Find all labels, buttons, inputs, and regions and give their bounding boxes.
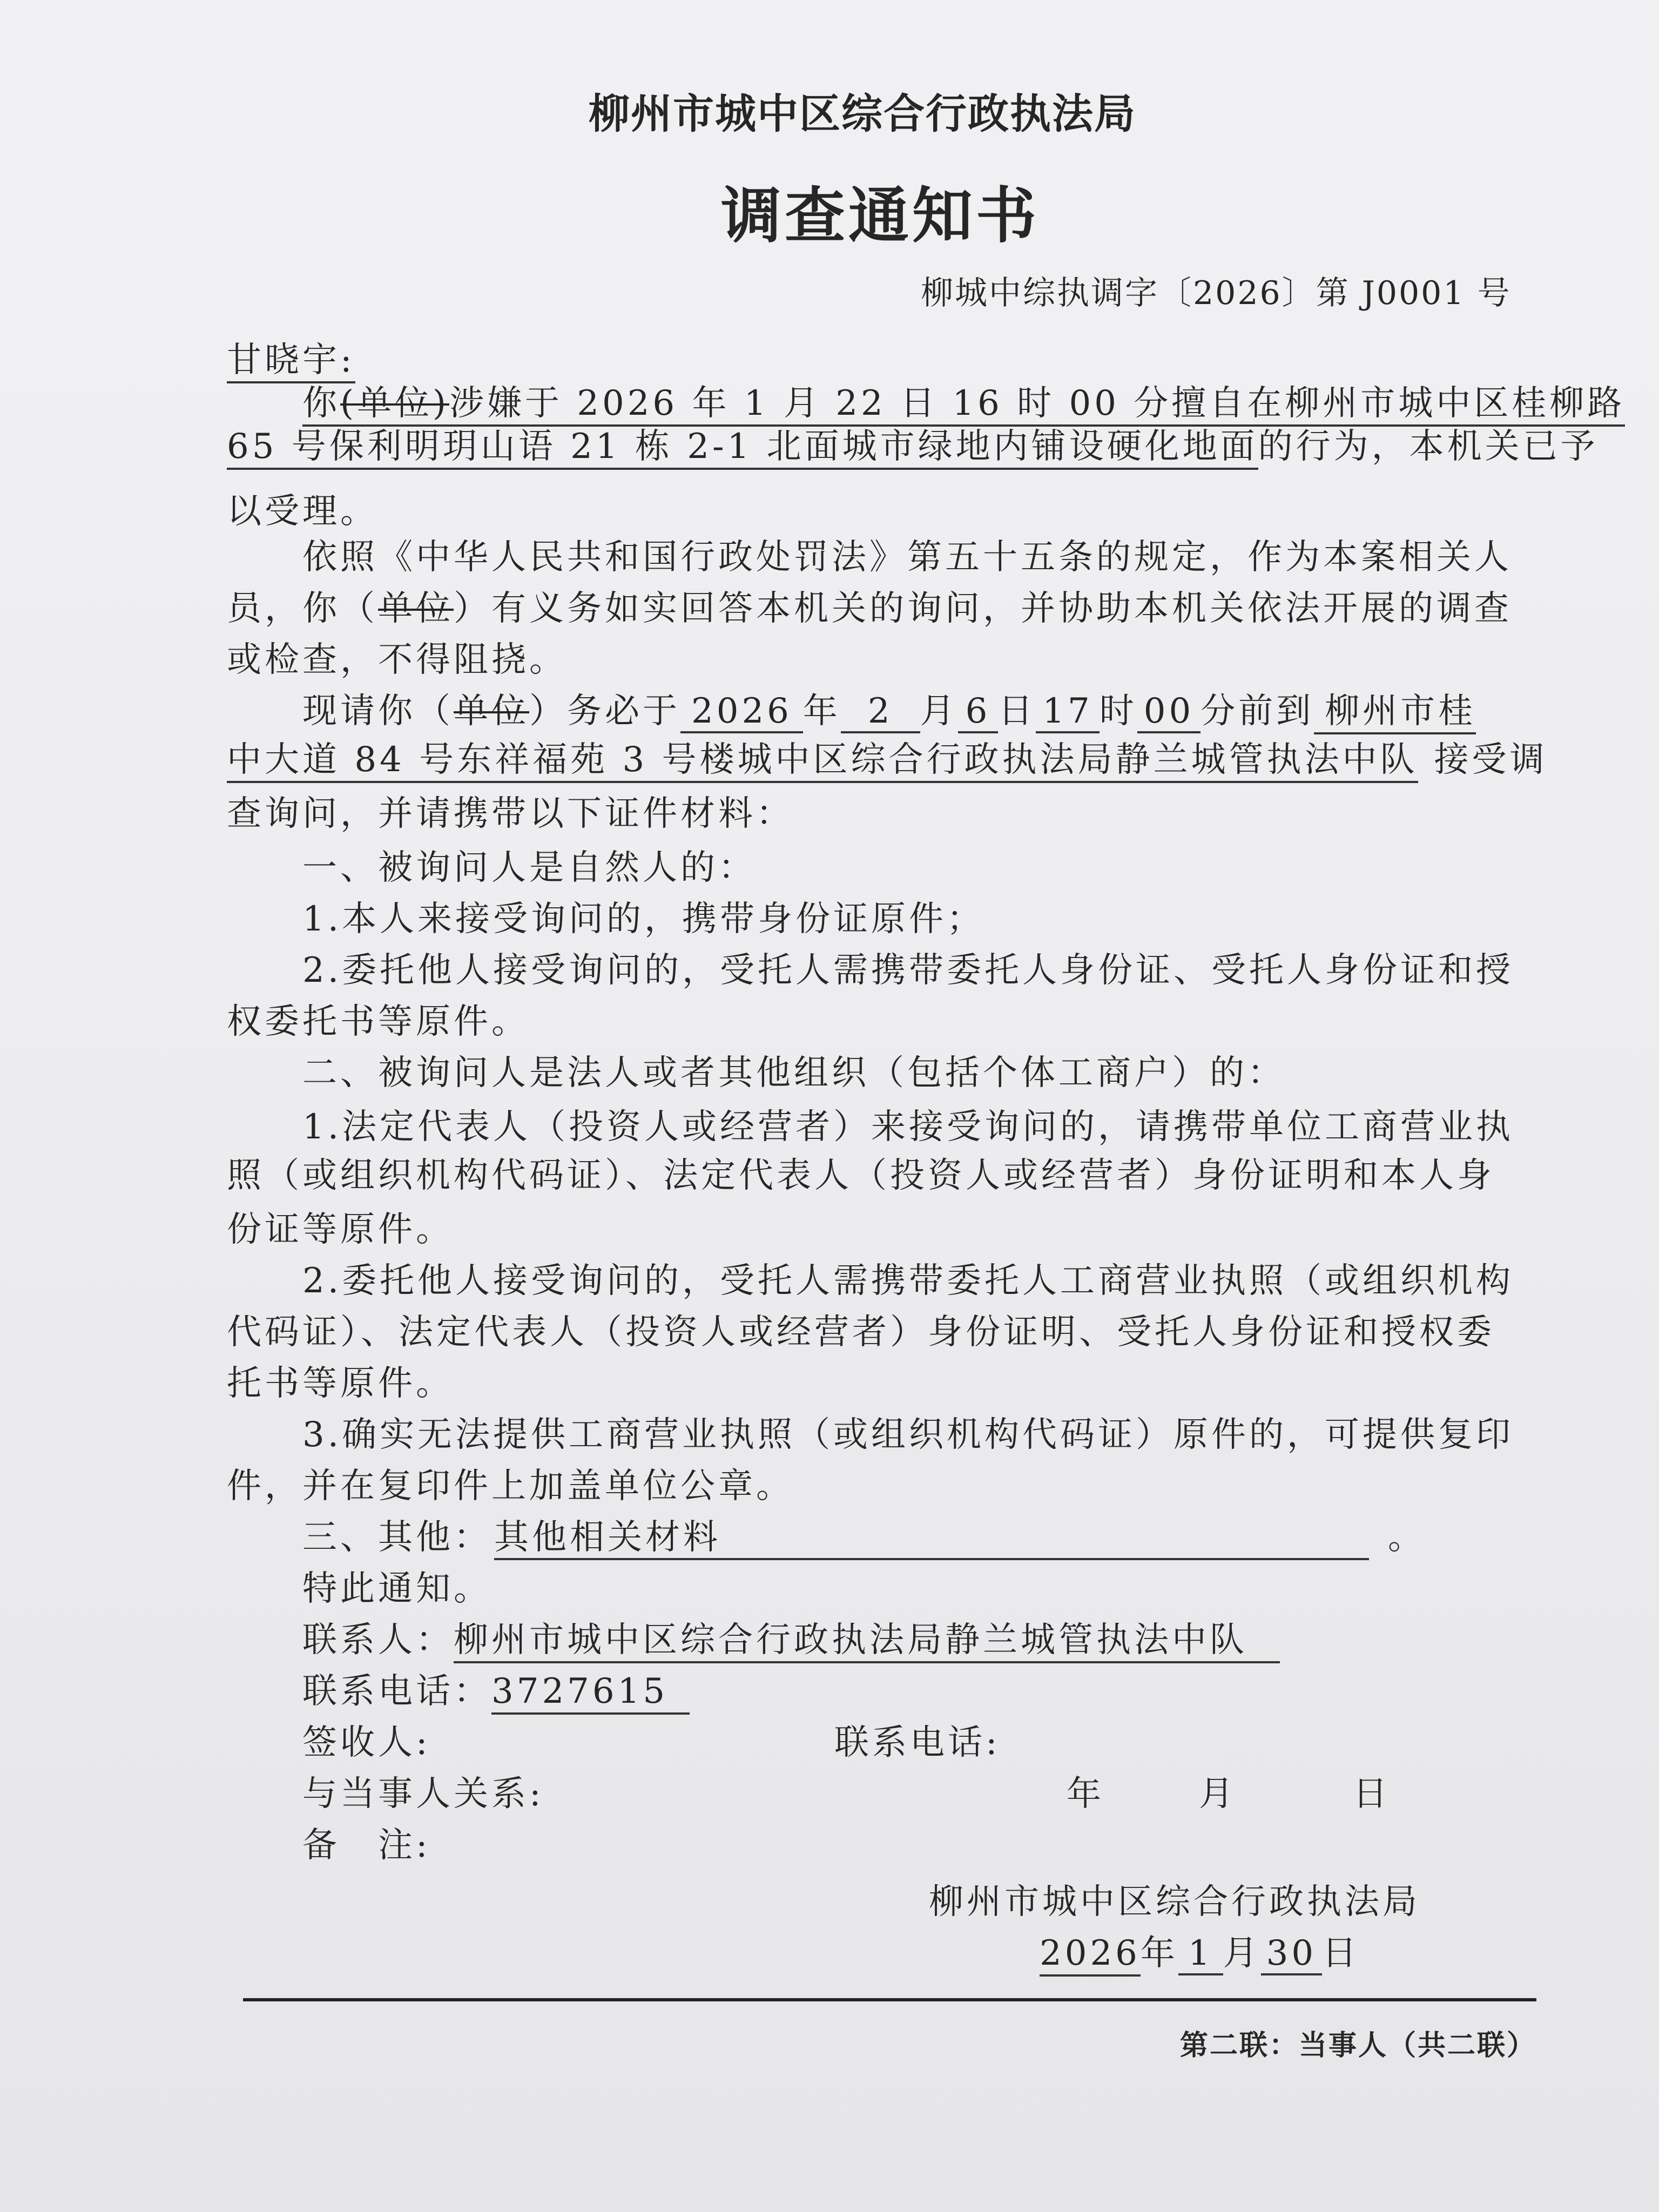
section2-item3-line1: 3.确实无法提供工商营业执照（或组织机构代码证）原件的，可提供复印 (302, 1415, 1514, 1455)
contact-phone (302, 1671, 690, 1711)
para1-you: 你 (302, 383, 340, 427)
signature-month: 1 (1178, 1933, 1223, 1975)
appointment-year: 2026 (680, 691, 803, 733)
section2-item1-line1: 1.法定代表人（投资人或经营者）来接受询问的，请携带单位工商营业执 (302, 1107, 1514, 1147)
para2-line2 (227, 589, 1512, 629)
section2-heading: 二、被询问人是法人或者其他组织（包括个体工商户）的： (302, 1053, 1285, 1093)
signature-org: 柳州市城中区综合行政执法局 (929, 1882, 1420, 1922)
signature-day-unit: 日 (1322, 1933, 1360, 1973)
contact-phone-value: 3727615 (491, 1671, 690, 1715)
addressee-name: 甘晓宇: (227, 340, 355, 383)
para2-unit-struck: 单位 (378, 589, 454, 629)
appointment-month-unit: 月 (920, 691, 958, 731)
para1-line1-text: 涉嫌于 2026 年 1 月 22 日 16 时 00 分擅自在柳州市城中区桂柳路 (449, 383, 1625, 427)
signer-label: 签收人: (302, 1723, 431, 1763)
para1-unit-struck: (单位) (340, 383, 449, 427)
para2-line2-a: 员，你（ (227, 589, 378, 629)
section1-item2-line1: 2.委托他人接受询问的，受托人需携带委托人身份证、受托人身份证和授 (302, 950, 1514, 990)
section3-heading: 三、其他： (302, 1518, 491, 1557)
para1-line3: 以受理。 (227, 491, 378, 531)
signature-day: 30 (1261, 1933, 1322, 1975)
issuing-agency: 柳州市城中区综合行政执法局 (589, 90, 1136, 138)
receipt-month-label: 月 (1199, 1774, 1237, 1814)
appointment-year-unit: 年 (802, 691, 841, 731)
footer-rule (243, 1998, 1536, 2001)
appointment-day: 6 (958, 691, 999, 733)
signature-year: 2026 (1040, 1933, 1141, 1977)
para3-line2 (227, 740, 1548, 780)
relation-label: 与当事人关系: (302, 1774, 544, 1814)
appointment-hour: 17 (1036, 691, 1099, 733)
para3-line1-b: ）务必于 (529, 691, 680, 731)
remark-label: 备 注: (302, 1825, 431, 1865)
section2-item2-line1: 2.委托他人接受询问的，受托人需携带委托人工商营业执照（或组织机构 (302, 1261, 1514, 1301)
appointment-minute-unit: 分前到 (1201, 691, 1314, 731)
section2-item1-line3: 份证等原件。 (227, 1210, 454, 1250)
copy-note: 第二联：当事人（共二联） (1180, 2029, 1537, 2062)
para3-line1 (302, 691, 1476, 731)
section2-item2-line3: 托书等原件。 (227, 1364, 454, 1404)
appointment-minute: 00 (1137, 691, 1201, 733)
appointment-place-part2: 中大道 84 号东祥福苑 3 号楼城中区综合行政执法局静兰城管执法中队 (227, 740, 1418, 783)
signature-month-unit: 月 (1223, 1933, 1261, 1973)
para3-unit-struck: 单位 (454, 691, 529, 731)
document-title: 调查通知书 (721, 180, 1040, 251)
contact-phone-label: 联系电话： (302, 1671, 491, 1711)
document-number: 柳城中综执调字〔2026〕第 J0001 号 (921, 274, 1512, 312)
section1-item2-line2: 权委托书等原件。 (227, 1002, 529, 1042)
appointment-hour-unit: 时 (1099, 691, 1137, 731)
signature-year-unit: 年 (1140, 1933, 1178, 1973)
section2-item2-line2: 代码证）、法定代表人（投资人或经营者）身份证明、受托人身份证和授权委 (227, 1312, 1495, 1352)
contact-person-label: 联系人： (302, 1620, 454, 1660)
para2-line1: 依照《中华人民共和国行政处罚法》第五十五条的规定，作为本案相关人 (302, 537, 1512, 577)
receipt-year-label: 年 (1067, 1774, 1104, 1814)
para2-line3: 或检查，不得阻挠。 (227, 640, 567, 680)
signature-date (1040, 1933, 1360, 1973)
section1-heading: 一、被询问人是自然人的： (302, 848, 756, 888)
para3-line3: 查询问，并请携带以下证件材料： (227, 794, 794, 834)
contact-person (302, 1620, 1280, 1660)
para2-line2-b: ）有义务如实回答本机关的询问，并协助本机关依法开展的调查 (454, 589, 1512, 629)
appointment-month: 2 (841, 691, 920, 733)
para3-line1-a: 现请你（ (302, 691, 454, 731)
section2-item1-line2: 照（或组织机构代码证）、法定代表人（投资人或经营者）身份证明和本人身 (227, 1156, 1495, 1196)
addressee (227, 340, 355, 380)
section3-value: 其他相关材料 (494, 1518, 721, 1557)
appointment-day-unit: 日 (998, 691, 1036, 731)
violation-location: 65 号保利明玥山语 21 栋 2-1 北面城市绿地内铺设硬化地面 (227, 427, 1258, 470)
section3-underline (494, 1558, 1369, 1560)
para1-line2 (227, 427, 1599, 467)
para1-line2-text: 的行为，本机关已予 (1258, 427, 1599, 467)
para3-line2-b: 接受调 (1434, 740, 1548, 780)
signer-phone-label: 联系电话: (834, 1723, 1001, 1763)
notice-text: 特此通知。 (302, 1569, 491, 1609)
appointment-place-part1: 柳州市桂 (1314, 691, 1476, 734)
para1-line1 (302, 383, 1626, 423)
section2-item3-line2: 件，并在复印件上加盖单位公章。 (227, 1466, 794, 1506)
receipt-day-label: 日 (1353, 1774, 1391, 1814)
contact-person-value: 柳州市城中区综合行政执法局静兰城管执法中队 (454, 1620, 1280, 1663)
section3-end: 。 (1388, 1518, 1426, 1557)
section1-item1: 1.本人来接受询问的，携带身份证原件； (302, 899, 985, 939)
